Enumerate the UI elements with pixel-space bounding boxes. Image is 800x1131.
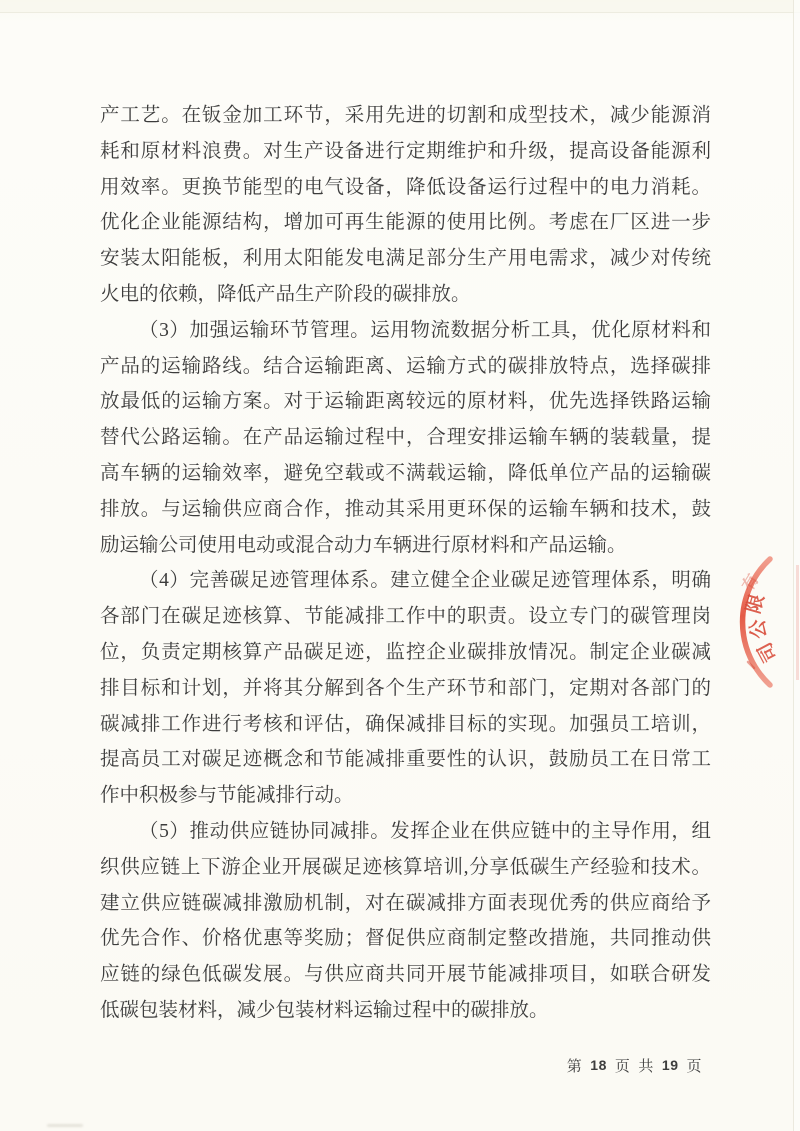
page-body-text [100,98,711,1029]
text-line: 建立供应链碳减排激励机制，对在碳减排方面表现优秀的供应商给予 [100,892,711,914]
footer-label: 页 [686,1058,702,1075]
text-line: 排目标和计划，并将其分解到各个生产环节和部门，定期对各部门的 [100,677,711,699]
scan-top-edge-artifact [0,0,800,13]
text-line: 作中积极参与节能减排行动。 [100,785,354,807]
text-line: 放最低的运输方案。对于运输距离较远的原材料，优先选择铁路运输 [100,391,711,413]
paragraph-item-3 [100,313,711,564]
page-number-footer [567,1055,702,1075]
paragraph-continuation [100,98,711,313]
seal-text [738,571,782,666]
seal-character: 有 [739,571,763,595]
text-line: 用效率。更换节能型的电气设备，降低设备运行过程中的电力消耗。 [100,176,711,198]
text-line: 火电的依赖，降低产品生产阶段的碳排放。 [100,283,471,305]
footer-label: 第 [566,1058,583,1075]
text-line: 应链的绿色低碳发展。与供应商共同开展节能减排项目，如联合研发 [100,964,711,986]
text-line: 产工艺。在钣金加工环节，采用先进的切割和成型技术，减少能源消 [100,105,711,126]
footer-label: 共 [638,1058,654,1075]
text-line: 安装太阳能板，利用太阳能发电满足部分生产用电需求，减少对传统 [100,248,711,270]
scan-smudge-artifact [47,1124,83,1127]
text-line: 提高员工对碳足迹概念和节能减排重要性的认识，鼓励员工在日常工 [100,749,711,771]
text-line: 替代公路运输。在产品运输过程中，合理安排运输车辆的装载量，提 [100,427,711,449]
seal-character: 限 [743,591,769,617]
text-line: （4）完善碳足迹管理体系。建立健全企业碳足迹管理体系，明确 [139,570,711,592]
text-line: 优先合作、价格优惠等奖励；督促供应商制定整改措施，共同推动供 [100,928,711,950]
text-line: （3）加强运输环节管理。运用物流数据分析工具，优化原材料和 [139,319,711,341]
scan-right-edge-artifact [793,0,800,1131]
seal-ink-fragment [748,662,754,668]
text-line: （5）推动供应链协同减排。发挥企业在供应链中的主导作用，组 [139,820,711,842]
text-line: 耗和原材料浪费。对生产设备进行定期维护和升级，提高设备能源利 [100,140,711,162]
text-line: 排放。与运输供应商合作，推动其采用更环保的运输车辆和技术，鼓 [100,498,711,520]
page-number: 18 [590,1057,607,1073]
seal-character: 公 [747,618,771,640]
text-line: 优化企业能源结构，增加可再生能源的使用比例。考虑在厂区进一步 [100,212,711,234]
paragraph-item-4 [100,563,711,814]
paragraph-item-5 [100,814,711,1029]
text-line: 位，负责定期核算产品碳足迹，监控企业碳排放情况。制定企业碳减 [100,641,711,663]
page-number: 19 [661,1057,679,1073]
text-line: 织供应链上下游企业开展碳足迹核算培训,分享低碳生产经验和技术。 [100,856,711,878]
seal-character: 司 [754,638,782,666]
footer-label: 页 [614,1058,631,1075]
text-line: 高车辆的运输效率，避免空载或不满载运输，降低单位产品的运输碳 [100,462,711,484]
text-line: 各部门在碳足迹核算、节能减排工作中的职责。设立专门的碳管理岗 [100,606,711,628]
text-line: 励运输公司使用电动或混合动力车辆进行原材料和产品运输。 [100,534,627,556]
seal-arc [743,559,770,685]
text-line: 产品的运输路线。结合运输距离、运输方式的碳排放特点，选择碳排 [100,355,711,377]
text-line: 低碳包装材料，减少包装材料运输过程中的碳排放。 [100,999,549,1021]
text-line: 碳减排工作进行考核和评估，确保减排目标的实现。加强员工培训， [100,713,711,735]
